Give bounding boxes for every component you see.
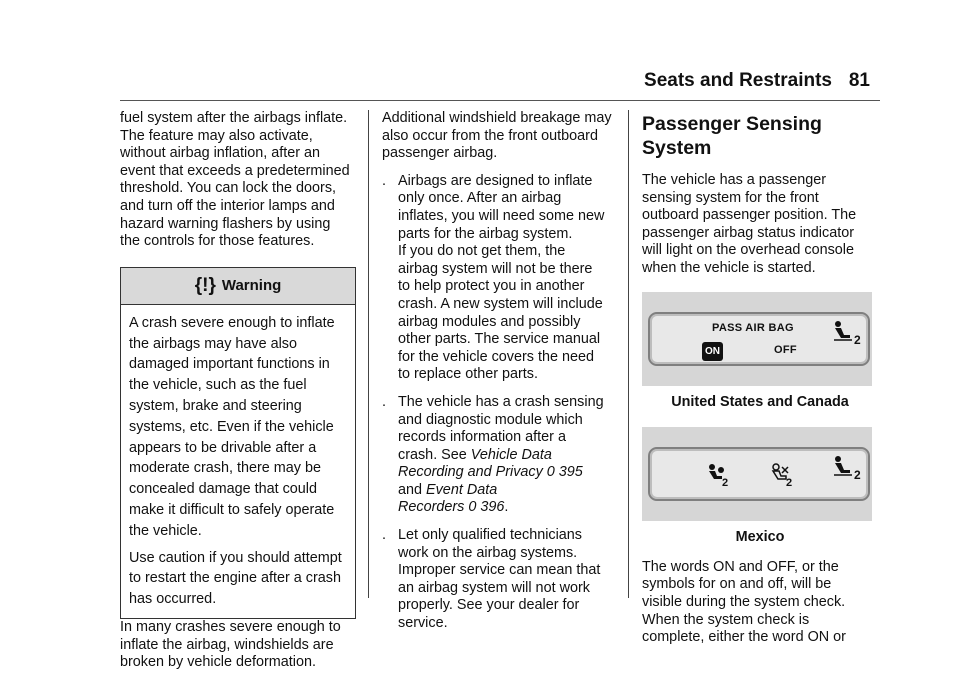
- column-3: [642, 110, 878, 647]
- passenger-seat-icon: [832, 320, 856, 348]
- figure-caption: United States and Canada: [671, 393, 849, 410]
- column-1: [120, 110, 360, 672]
- figure-caption: Mexico: [735, 529, 785, 546]
- figure-us-canada: [642, 292, 872, 386]
- airbag-status-panel: [648, 312, 870, 366]
- warning-body: [121, 305, 355, 618]
- warning-title: Warning: [221, 276, 282, 294]
- bullet-marker: .: [382, 172, 386, 189]
- off-indicator: OFF: [774, 343, 797, 356]
- paragraph-indicator-words: The words ON and OFF, or the symbols for on and off, will be visible during the system check. When the system check is complete, either the word ON or: [642, 558, 846, 646]
- bullet-item: . Let only qualified technicians work on the airbag systems. Improper service can mean that an airbag system will not work properly. See your dealer for service.: [382, 527, 601, 632]
- airbag-status-panel: [648, 447, 870, 501]
- pass-air-bag-label: PASS AIR BAG: [712, 321, 794, 334]
- page-reference: 0 395: [546, 464, 583, 481]
- column-divider: [368, 110, 369, 598]
- warning-box: [120, 267, 356, 619]
- cross-reference-link[interactable]: Recording and Privacy: [398, 464, 543, 481]
- page-header: [120, 70, 880, 106]
- seat-position-number: 2: [854, 332, 861, 347]
- paragraph-intro: fuel system after the airbags inflate. The feature may also activate, without airbag inflation, after an event that exceeds a predetermined threshold. You can lock the doors, and turn off the interior lamps and hazard warning flashers by using the controls for those features.: [120, 110, 350, 250]
- paragraph-crashes: In many crashes severe enough to inflate the airbag, windshields are broken by vehicle deformation.: [120, 618, 341, 671]
- seat-position-number: 2: [786, 477, 793, 490]
- page-number: 81: [848, 70, 870, 91]
- bullet-item: . The vehicle has a crash sensing and diagnostic module which records information after a crash. See Vehicle Data Recording and Privacy 0 395 and Event Data Recorders 0 396.: [382, 393, 604, 516]
- column-divider: [628, 110, 629, 598]
- section-heading: Passenger Sensing System: [642, 113, 822, 159]
- warning-header: [121, 268, 355, 305]
- figure-mexico: [642, 427, 872, 521]
- bullet-marker: .: [382, 393, 386, 410]
- cross-reference-link[interactable]: Vehicle Data: [470, 446, 552, 463]
- seat-position-number: 2: [722, 477, 729, 490]
- cross-reference-link[interactable]: Recorders: [398, 499, 465, 516]
- passenger-seat-icon: [832, 455, 856, 483]
- warning-paragraph-2: Use caution if you should attempt to restart the engine after a crash has occurred.: [129, 549, 342, 608]
- section-title: Seats and Restraints: [644, 70, 832, 91]
- warning-paragraph-1: A crash severe enough to inflate the airbags may have also damaged important functions in the vehicle, such as the fuel system, brake and steering systems, etc. Even if the vehicle appears to be drivable after a moderate crash, there may be concealed damage that could make it difficult to safely operate the vehicle.: [129, 314, 335, 539]
- bullet-item: . Airbags are designed to inflate only once. After an airbag inflates, you will need some new parts for the airbag system. If you do not get them, the airbag system will not be there to help protect you in another crash. A new system will include airbag modules and possibly other parts. The service manual for the vehicle covers the need to replace other parts.: [382, 172, 605, 383]
- bullet-marker: .: [382, 527, 386, 544]
- cross-reference-link[interactable]: Event Data: [426, 481, 498, 498]
- header-rule: [120, 100, 880, 101]
- paragraph-windshield: Additional windshield breakage may also occur from the front outboard passenger airbag.: [382, 110, 612, 162]
- column-2: [382, 110, 614, 633]
- seat-position-number: 2: [854, 468, 861, 483]
- paragraph-passenger-sensing: The vehicle has a passenger sensing system for the front outboard passenger position. The passenger airbag status indicator will light on the overhead console when the vehicle is started.: [642, 172, 857, 276]
- warning-icon: {!}: [194, 274, 216, 296]
- on-indicator: ON: [702, 342, 723, 362]
- page-reference: 0 396: [468, 499, 505, 516]
